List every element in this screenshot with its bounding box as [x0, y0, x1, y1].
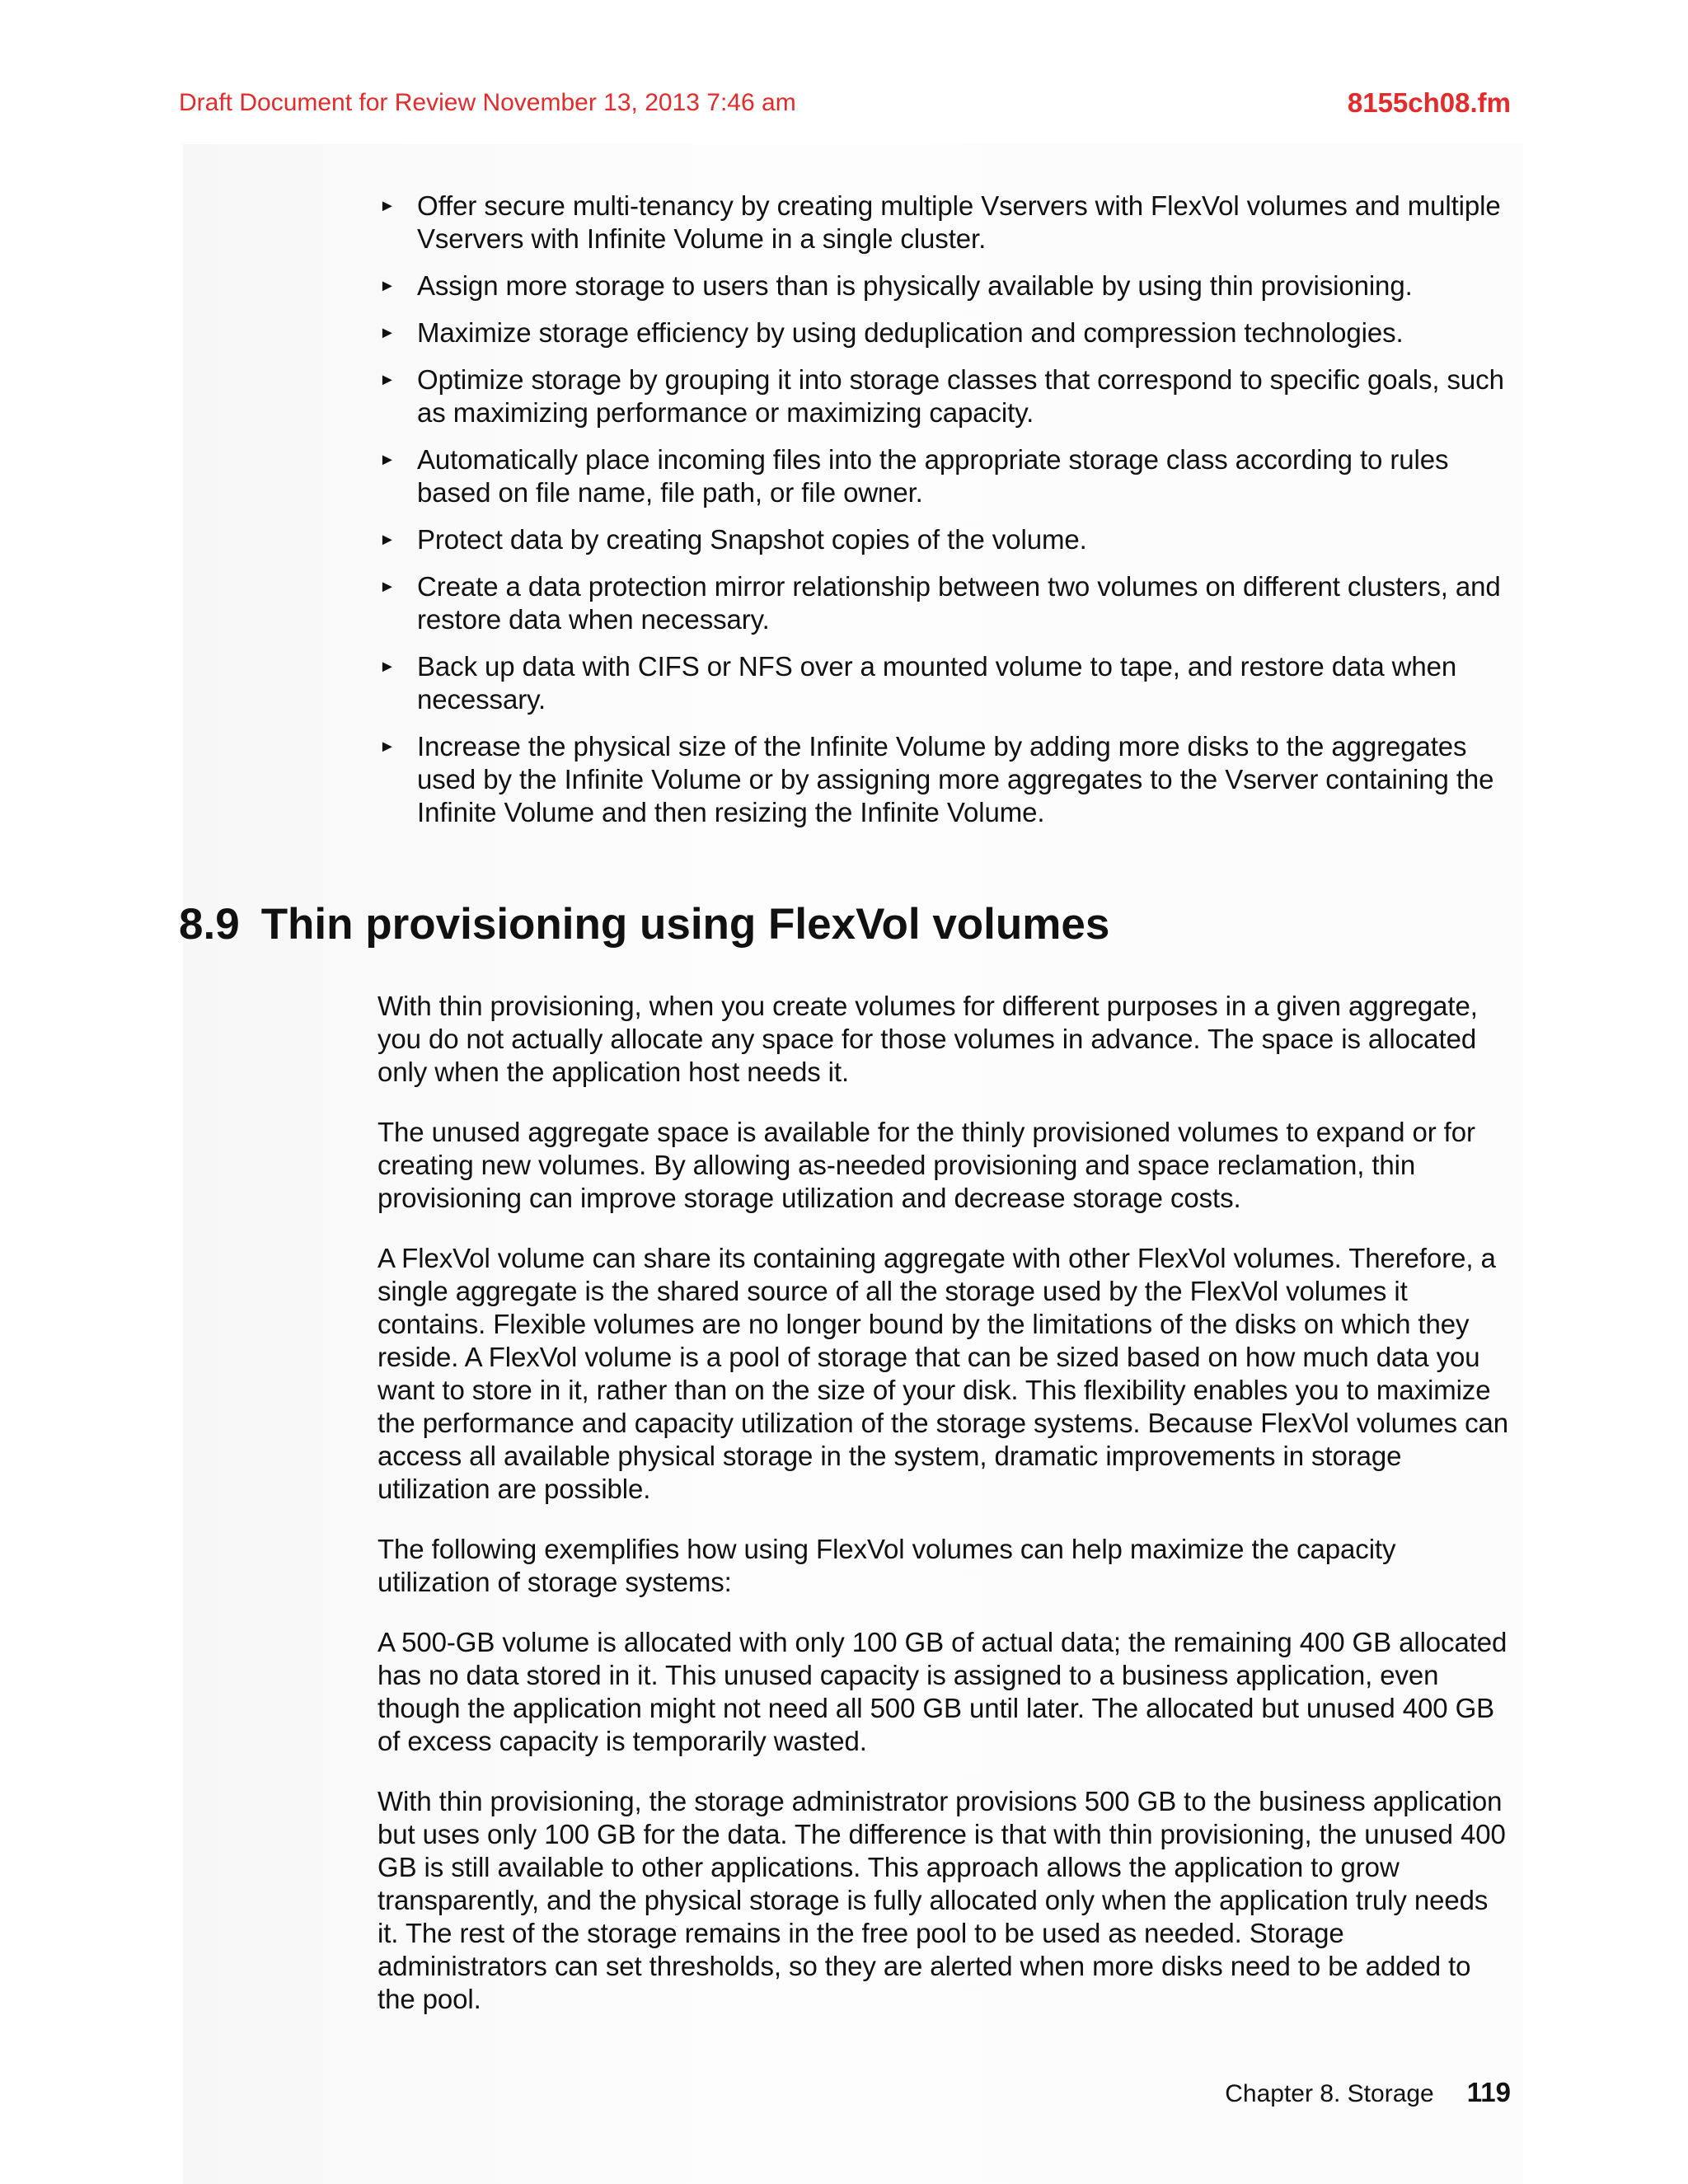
- section-heading: [179, 896, 1109, 954]
- triangle-bullet-icon: ►: [379, 738, 396, 756]
- bullet-text: Increase the physical size of the Infinite Volume by adding more disks to the aggregates used by the Infinite Volume or by assigning more aggregates to the Vserver containing the Infinite Volume and then resizing the Infinite Volume.: [417, 731, 1494, 827]
- bullet-item: [377, 443, 1523, 509]
- body-paragraph: The following exemplifies how using FlexVol volumes can help maximize the capacity utilization of storage systems:: [377, 1534, 1396, 1597]
- bullet-text: Back up data with CIFS or NFS over a mounted volume to tape, and restore data when necessary.: [417, 651, 1457, 715]
- file-name: 8155ch08.fm: [1347, 87, 1511, 118]
- triangle-bullet-icon: ►: [379, 277, 396, 295]
- bullet-text: Offer secure multi-tenancy by creating multiple Vservers with FlexVol volumes and multiple Vservers with Infinite Volume in a single cluster.: [417, 190, 1501, 254]
- footer-chapter: Chapter 8. Storage: [1225, 2080, 1434, 2107]
- triangle-bullet-icon: ►: [379, 197, 396, 215]
- bullet-item: [377, 730, 1523, 829]
- triangle-bullet-icon: ►: [379, 451, 396, 469]
- bullet-text: Protect data by creating Snapshot copies of the volume.: [417, 524, 1087, 555]
- feature-bullet-list: [377, 190, 1523, 843]
- bullet-item: [377, 523, 1523, 556]
- body-paragraph: With thin provisioning, the storage administrator provisions 500 GB to the business application but uses only 100 GB for the data. The difference is that with thin provisioning, the unused 400 GB is still available to other applications. This approach allows the application to grow transparently, and the physical storage is fully allocated only when the application truly needs it. The rest of the storage remains in the free pool to be used as needed. Storage administrators can set thresholds, so they are alerted when more disks need to be added to the pool.: [377, 1786, 1506, 2014]
- bullet-text: Maximize storage efficiency by using deduplication and compression technologies.: [417, 317, 1404, 348]
- bullet-item: [377, 269, 1523, 302]
- bullet-text: Automatically place incoming files into the appropriate storage class according to rules based on file name, file path, or file owner.: [417, 444, 1449, 508]
- bullet-text: Optimize storage by grouping it into storage classes that correspond to specific goals, such as maximizing performance or maximizing capacity.: [417, 364, 1504, 428]
- triangle-bullet-icon: ►: [379, 531, 396, 549]
- triangle-bullet-icon: ►: [379, 324, 396, 342]
- draft-notice: Draft Document for Review November 13, 2013 7:46 am: [179, 89, 796, 116]
- triangle-bullet-icon: ►: [379, 371, 396, 389]
- page-number: 119: [1466, 2077, 1511, 2107]
- bullet-text: Assign more storage to users than is physically available by using thin provisioning.: [417, 270, 1413, 301]
- bullet-item: [377, 190, 1523, 255]
- bullet-item: [377, 650, 1523, 716]
- body-paragraph: The unused aggregate space is available for the thinly provisioned volumes to expand or for creating new volumes. By allowing as-needed provisioning and space reclamation, thin provisioning can improve storage utilization and decrease storage costs.: [377, 1117, 1475, 1213]
- bullet-item: [377, 316, 1523, 349]
- bullet-item: [377, 363, 1523, 429]
- triangle-bullet-icon: ►: [379, 578, 396, 596]
- section-title-text: Thin provisioning using FlexVol volumes: [260, 900, 1110, 949]
- section-number: 8.9: [179, 900, 240, 949]
- bullet-item: [377, 570, 1523, 636]
- page-footer: [1225, 2077, 1511, 2108]
- body-paragraph: A 500-GB volume is allocated with only 100 GB of actual data; the remaining 400 GB allocated has no data stored in it. This unused capacity is assigned to a business application, even though the application might not need all 500 GB until later. The allocated but unused 400 GB of excess capacity is temporarily wasted.: [377, 1627, 1507, 1756]
- bullet-text: Create a data protection mirror relationship between two volumes on different clusters, and restore data when necessary.: [417, 571, 1501, 635]
- section-body: [377, 990, 1515, 2043]
- body-paragraph: With thin provisioning, when you create volumes for different purposes in a given aggregate, you do not actually allocate any space for those volumes in advance. The space is allocated only when the application host needs it.: [377, 991, 1478, 1087]
- body-paragraph: A FlexVol volume can share its containing aggregate with other FlexVol volumes. Therefore, a single aggregate is the shared source of all the storage used by the FlexVol volumes it contains. Flexible volumes are no longer bound by the limitations of the disks on which they reside. A FlexVol volume is a pool of storage that can be sized based on how much data you want to store in it, rather than on the size of your disk. This flexibility enables you to maximize the performance and capacity utilization of the storage systems. Because FlexVol volumes can access all available physical storage in the system, dramatic improvements in storage utilization are possible.: [377, 1243, 1509, 1504]
- triangle-bullet-icon: ►: [379, 658, 396, 676]
